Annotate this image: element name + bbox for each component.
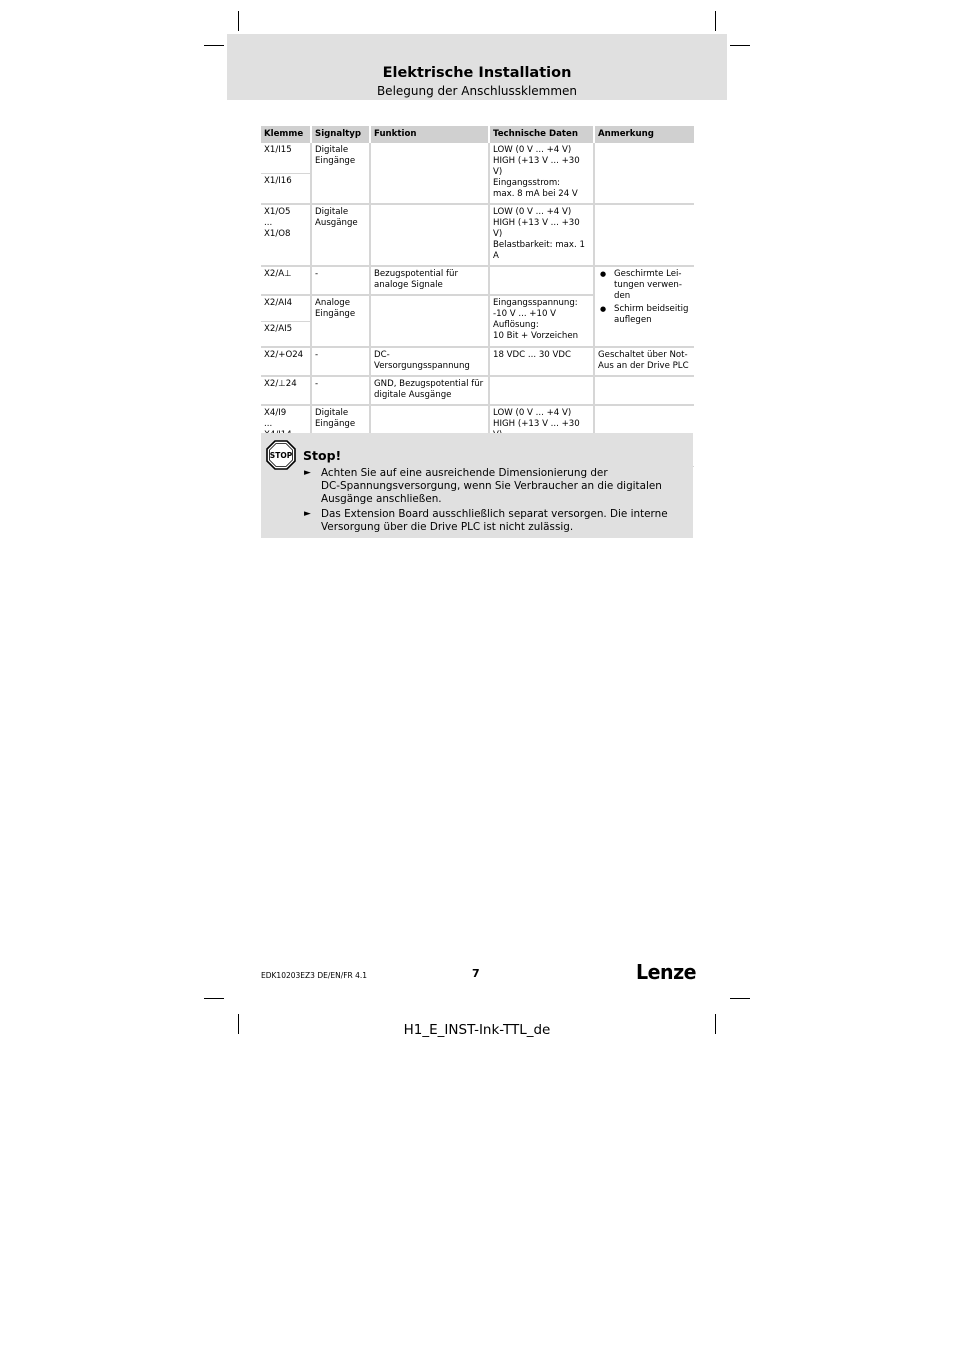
cell-klemme: X2/AI4: [261, 295, 311, 321]
cell-anmerkung: [594, 266, 694, 347]
cell-daten: Eingangsspannung: -10 V ... +10 V Auflösung: 10 Bit + Vorzeichen: [489, 295, 594, 347]
cell-signaltyp: -: [311, 266, 370, 295]
document-id: EDK10203EZ3 DE/EN/FR 4.1: [261, 971, 368, 980]
cell-funktion: Bezugspotential für analoge Signale: [370, 266, 489, 295]
print-job-name: H1_E_INST-Ink-TTL_de: [403, 1022, 551, 1038]
cell-klemme: X1/I16: [261, 174, 311, 205]
cell-signaltyp: -: [311, 347, 370, 376]
cell-klemme: X2/A⊥: [261, 266, 311, 295]
stop-sign-icon: [266, 440, 296, 470]
cell-anmerkung: [594, 204, 694, 266]
cell-funktion: [370, 204, 489, 266]
cell-klemme: X1/I15: [261, 143, 311, 174]
arrow-right-icon: ►: [304, 509, 311, 519]
cell-daten: LOW (0 V ... +4 V) HIGH (+13 V ... +30 V) Belastbarkeit: max. 1 A: [489, 204, 594, 266]
table-row: [261, 266, 694, 295]
cell-signaltyp: Analoge Eingänge: [311, 295, 370, 347]
arrow-right-icon: ►: [304, 468, 311, 478]
cell-signaltyp: Digitale Ausgänge: [311, 204, 370, 266]
cell-daten: [489, 376, 594, 405]
table-row: [261, 204, 694, 266]
page-header: [227, 34, 727, 100]
crop-mark: [730, 998, 750, 999]
cell-signaltyp: Digitale Eingänge: [311, 143, 370, 204]
cell-klemme: X1/O5 ... X1/O8: [261, 204, 311, 266]
cell-signaltyp: Digitale Eingänge: [311, 405, 370, 467]
column-header: Funktion: [370, 126, 489, 143]
stop-list: [303, 467, 683, 536]
column-header: Signaltyp: [311, 126, 370, 143]
note-list: [598, 269, 691, 326]
list-item: [303, 508, 683, 534]
crop-mark: [204, 45, 224, 46]
list-item: ● Geschirmte Lei- tungen verwen- den: [598, 269, 691, 302]
terminal-table: [261, 126, 694, 467]
list-item: ● Schirm beidseitig auflegen: [598, 304, 691, 326]
cell-funktion: [370, 143, 489, 204]
cell-klemme: X2/+O24: [261, 347, 311, 376]
page-number: 7: [472, 967, 480, 980]
crop-mark: [715, 11, 716, 31]
stop-title: Stop!: [303, 448, 342, 463]
table-row: [261, 376, 694, 405]
stop-sign-text: STOP: [269, 451, 293, 460]
cell-funktion: GND, Bezugspotential für digitale Ausgänge: [370, 376, 489, 405]
cell-daten: LOW (0 V ... +4 V) HIGH (+13 V ... +30 V) Eingangsstrom: max. 8 mA bei 24 V: [489, 143, 594, 204]
cell-anmerkung: [594, 143, 694, 204]
column-header: Klemme: [261, 126, 311, 143]
cell-anmerkung: Geschaltet über Not- Aus an der Drive PLC: [594, 347, 694, 376]
table-header-row: [261, 126, 694, 143]
list-item-text: Achten Sie auf eine ausreichende Dimensionierung der DC-Spannungsversorgung, wenn Sie Verbraucher an die digitalen Ausgänge anschließen.: [321, 467, 662, 505]
crop-mark: [730, 45, 750, 46]
crop-mark: [204, 998, 224, 999]
column-header: Technische Daten: [489, 126, 594, 143]
cell-anmerkung: [594, 376, 694, 405]
crop-mark: [238, 11, 239, 31]
cell-daten: LOW (0 V ... +4 V) HIGH (+13 V ... +30: [489, 405, 594, 467]
page-title: Elektrische Installation: [382, 65, 572, 81]
cell-klemme: X2/⊥24: [261, 376, 311, 405]
cell-klemme: X4/I9 ...: [261, 405, 311, 467]
cell-funktion: [370, 295, 489, 347]
list-item-text: Das Extension Board ausschließlich separat versorgen. Die interne Versorgung über die Drive PLC ist nicht zulässig.: [321, 508, 668, 533]
cell-daten: 18 VDC ... 30 VDC: [489, 347, 594, 376]
cell-funktion: DC-Versorgungsspannung: [370, 347, 489, 376]
lenze-logo: Lenze: [636, 960, 697, 984]
column-header: Anmerkung: [594, 126, 694, 143]
cell-klemme: X2/AI5: [261, 321, 311, 347]
cell-signaltyp: -: [311, 376, 370, 405]
cell-daten: [489, 266, 594, 295]
stop-warning-box: [261, 433, 693, 538]
table-row: [261, 347, 694, 376]
table-row: [261, 143, 694, 174]
page-subtitle: Belegung der Anschlussklemmen: [376, 84, 578, 98]
list-item: [303, 467, 683, 506]
